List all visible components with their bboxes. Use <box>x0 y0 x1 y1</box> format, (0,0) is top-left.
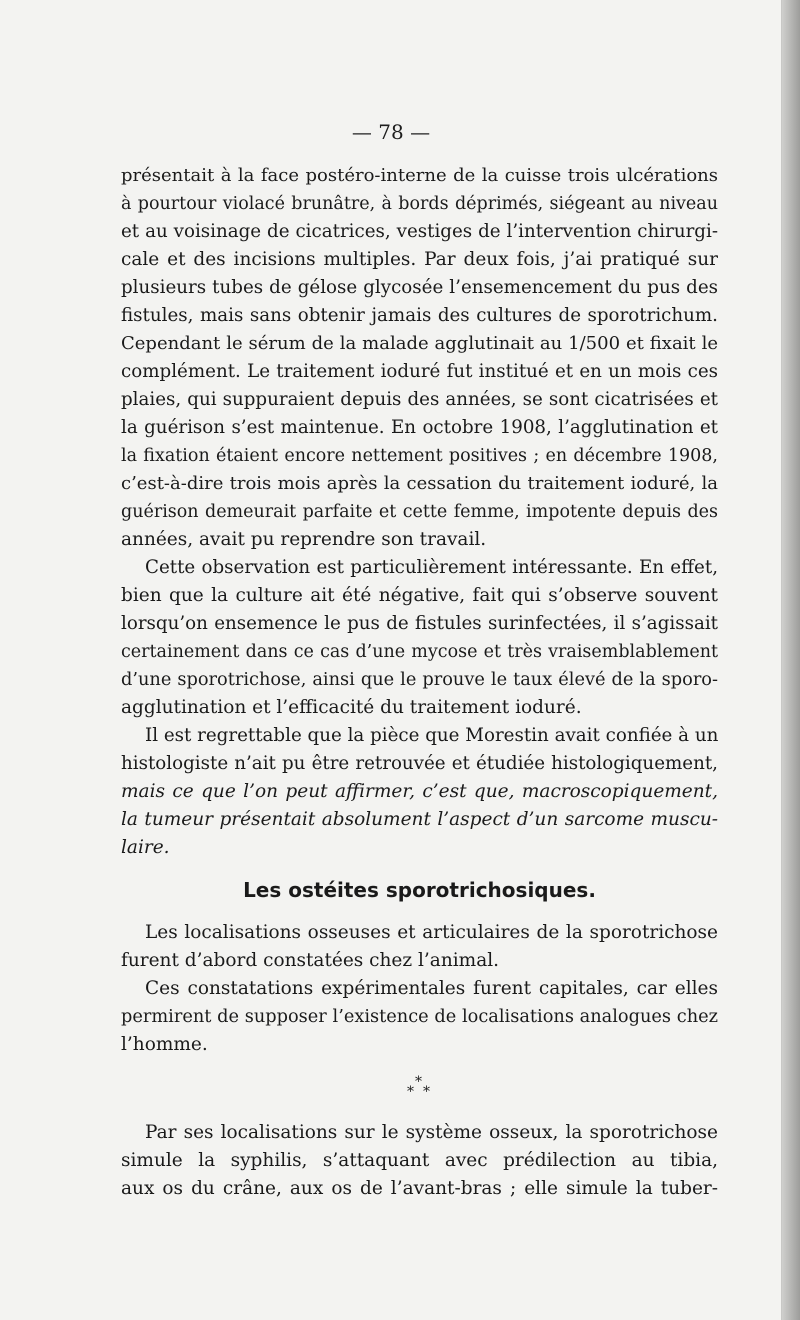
text-line: années, avait pu reprendre son travail. <box>121 529 487 550</box>
text-line: permirent de supposer l’existence de localisations analogues chez <box>121 1007 718 1027</box>
text-line: Ces constatations expérimentales furent capitales, car elles <box>145 978 718 999</box>
text-line: aux os du crâne, aux os de l’avant-bras ; elle simule la tuber- <box>121 1178 718 1199</box>
text-line: histologiste n’ait pu être retrouvée et étudiée histologiquement, <box>121 753 718 774</box>
body-text <box>121 162 718 1203</box>
text-line: l’homme. <box>121 1034 208 1055</box>
asterism-star: * <box>423 1084 430 1100</box>
paragraph <box>121 722 718 862</box>
paragraph <box>121 162 718 554</box>
text-line: la guérison s’est maintenue. En octobre 1908, l’agglutination et <box>121 417 718 438</box>
text-line: Il est regrettable que la pièce que Morestin avait confiée à un <box>145 725 719 746</box>
text-line: d’une sporotrichose, ainsi que le prouve le taux élevé de la sporo- <box>121 670 718 690</box>
text-line: certainement dans ce cas d’une mycose et très vraisemblablement <box>121 642 718 662</box>
text-line: plusieurs tubes de gélose glycosée l’ensemencement du pus des <box>121 277 718 298</box>
asterism-star: * <box>407 1084 414 1100</box>
italic-text-line: la tumeur présentait absolument l’aspect d’un sarcome muscu- <box>121 809 718 830</box>
text-line: agglutination et l’efficacité du traitement ioduré. <box>121 697 582 718</box>
text-line: guérison demeurait parfaite et cette femme, impotente depuis des <box>121 502 718 522</box>
paragraph <box>121 975 718 1059</box>
text-line: cale et des incisions multiples. Par deux fois, j’ai pratiqué sur <box>121 249 718 270</box>
asterism-star: * <box>415 1074 422 1090</box>
text-line: Les localisations osseuses et articulaires de la sporotrichose <box>145 922 718 943</box>
text-line: fistules, mais sans obtenir jamais des cultures de sporotrichum. <box>121 305 718 326</box>
italic-text-line: laire. <box>121 837 170 858</box>
text-line: furent d’abord constatées chez l’animal. <box>121 950 500 971</box>
paragraph <box>121 919 718 975</box>
text-line: complément. Le traitement ioduré fut institué et en un mois ces <box>121 361 718 382</box>
text-line: et au voisinage de cicatrices, vestiges de l’intervention chirurgi- <box>121 221 718 242</box>
section-heading: Les ostéites sporotrichosiques. <box>243 878 596 902</box>
text-line: simule la syphilis, s’attaquant avec prédilection au tibia, <box>121 1150 718 1171</box>
paragraph <box>121 1119 718 1203</box>
text-line: lorsqu’on ensemence le pus de fistules surinfectées, il s’agissait <box>121 613 718 634</box>
text-line: à pourtour violacé brunâtre, à bords déprimés, siégeant au niveau <box>121 194 718 214</box>
text-line: Par ses localisations sur le système osseux, la sporotrichose <box>145 1122 718 1143</box>
page-number: — 78 — <box>351 120 431 144</box>
italic-text-line: mais ce que l’on peut affirmer, c’est que, macroscopiquement, <box>121 781 718 802</box>
text-line: présentait à la face postéro-interne de la cuisse trois ulcérations <box>121 165 718 186</box>
text-line: la fixation étaient encore nettement positives ; en décembre 1908, <box>121 446 718 466</box>
text-line: bien que la culture ait été négative, fait qui s’observe souvent <box>121 585 718 606</box>
page-edge-shadow <box>782 0 800 1320</box>
paragraph <box>121 554 718 722</box>
text-line: plaies, qui suppuraient depuis des années, se sont cicatrisées et <box>121 389 718 410</box>
text-line: Cette observation est particulièrement intéressante. En effet, <box>145 557 718 578</box>
text-line: c’est-à-dire trois mois après la cessation du traitement ioduré, la <box>121 473 718 494</box>
asterism-separator <box>121 1059 718 1119</box>
text-line: Cependant le sérum de la malade agglutinait au 1/500 et fixait le <box>121 333 718 354</box>
